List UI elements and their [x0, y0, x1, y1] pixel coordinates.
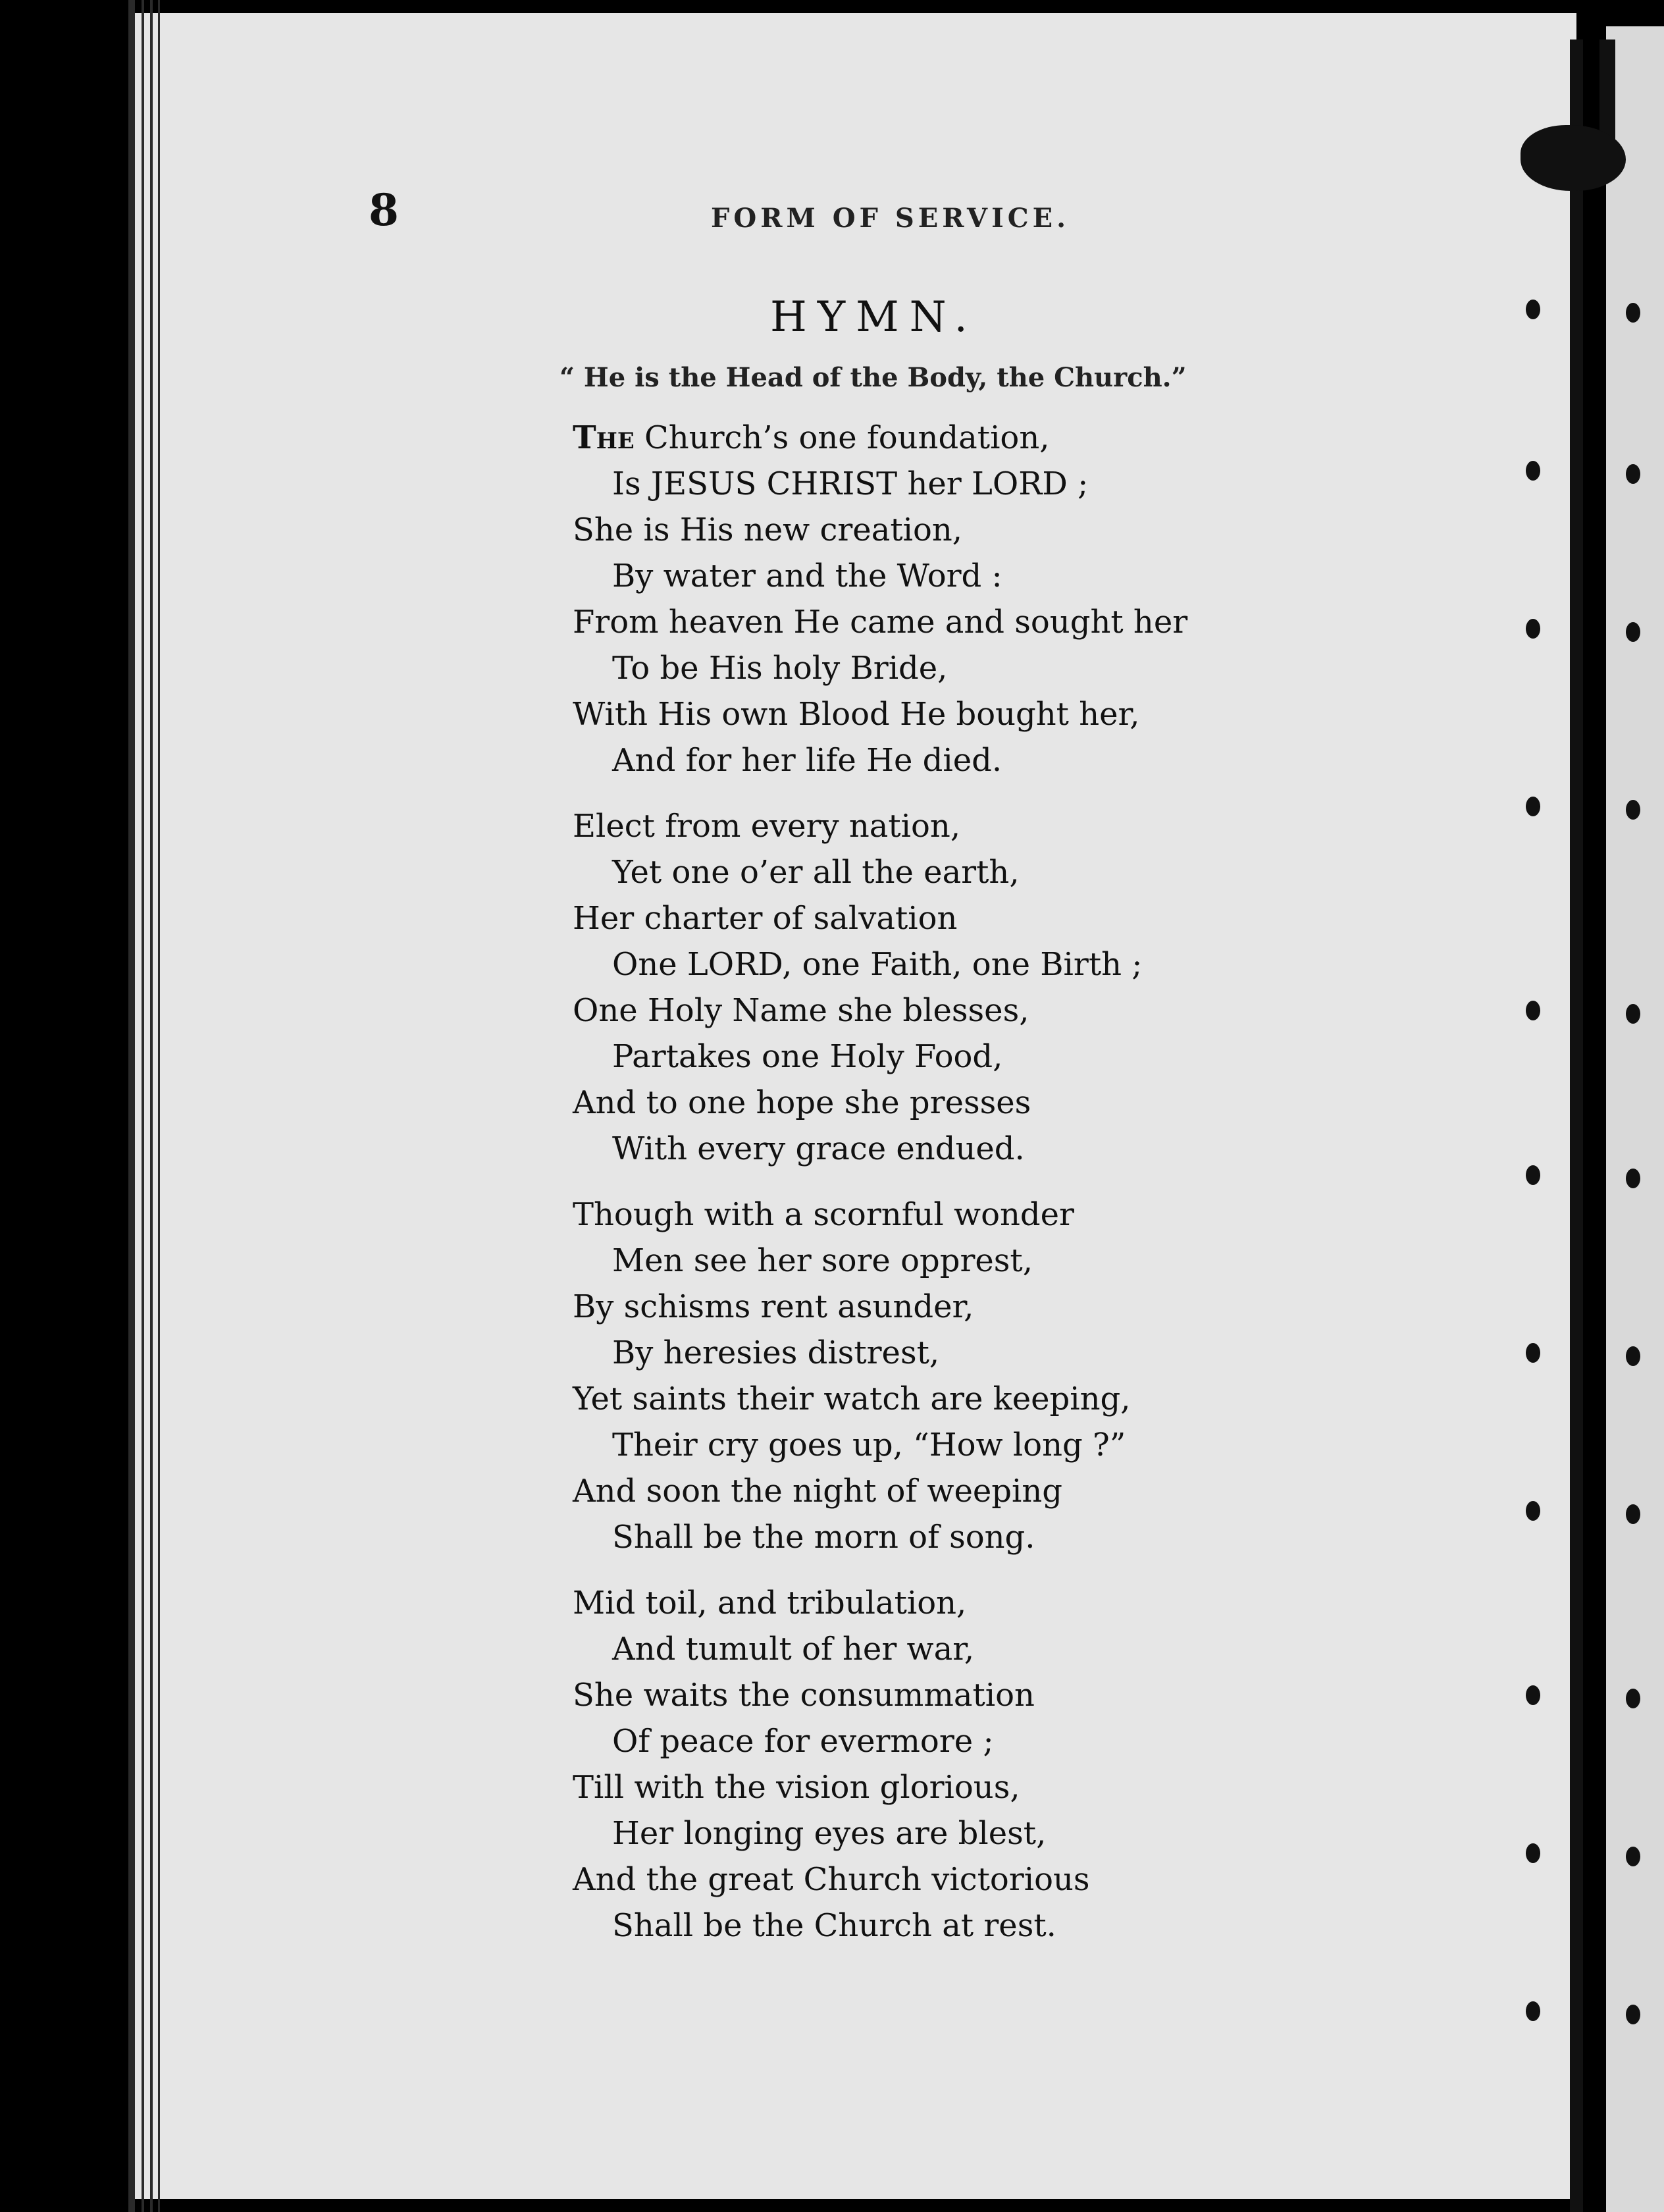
verse-line: One LORD, one Faith, one Birth ;: [612, 946, 1143, 983]
stitch-hole: [1526, 619, 1540, 639]
binding-line: [150, 0, 153, 2212]
stitch-hole: [1626, 1847, 1640, 1866]
verse-line: Though with a scornful wonder: [573, 1196, 1074, 1233]
stitch-hole: [1626, 800, 1640, 820]
stitch-hole: [1626, 1346, 1640, 1366]
stitch-hole: [1626, 2005, 1640, 2024]
verse-line: And for her life He died.: [612, 742, 1002, 779]
stitch-hole: [1626, 1004, 1640, 1024]
verse-line: Men see her sore opprest,: [612, 1242, 1033, 1279]
stitch-hole: [1526, 2001, 1540, 2021]
verse-line: Shall be the morn of song.: [612, 1519, 1035, 1556]
verse-line: Elect from every nation,: [573, 808, 961, 845]
verse-line: Her longing eyes are blest,: [612, 1815, 1047, 1852]
stitch-hole: [1526, 1001, 1540, 1020]
stitch-hole: [1626, 1169, 1640, 1188]
first-word: The: [573, 419, 635, 456]
verse-line: Mid toil, and tribulation,: [573, 1585, 967, 1621]
verse-line: To be His holy Bride,: [612, 650, 948, 687]
verse-line: Yet one o’er all the earth,: [612, 854, 1020, 891]
stanza-1: [573, 415, 1187, 783]
stitch-hole: [1626, 1504, 1640, 1524]
stanza-3: [573, 1192, 1130, 1560]
hymn-epigraph: “ He is the Head of the Body, the Church.”: [559, 362, 1187, 393]
verse-line: She is His new creation,: [573, 512, 963, 548]
running-head: FORM OF SERVICE.: [711, 203, 1070, 234]
verse-line: With every grace endued.: [612, 1130, 1025, 1167]
verse-line: The Church’s one foundation,: [573, 419, 1050, 456]
facing-page-edge: [1606, 26, 1664, 2212]
verse-line: And soon the night of weeping: [573, 1473, 1063, 1510]
stitch-hole: [1626, 464, 1640, 484]
verse-line: By water and the Word :: [612, 558, 1002, 594]
verse-line: From heaven He came and sought her: [573, 604, 1188, 641]
stitch-hole: [1526, 1685, 1540, 1705]
stanza-4: [573, 1580, 1090, 1949]
verse-line: She waits the consummation: [573, 1677, 1035, 1714]
verse-line: And to one hope she presses: [573, 1084, 1031, 1121]
stitch-hole: [1526, 1165, 1540, 1185]
binding-line: [158, 0, 160, 2212]
verse-line: And the great Church victorious: [573, 1861, 1090, 1898]
verse-line: Yet saints their watch are keeping,: [573, 1381, 1131, 1417]
verse-line: Their cry goes up, “How long ?”: [612, 1427, 1126, 1463]
verse-line: Of peace for evermore ;: [612, 1723, 994, 1760]
binding-line: [142, 0, 144, 2212]
verse-line: Her charter of salvation: [573, 900, 958, 937]
stitch-hole: [1626, 303, 1640, 323]
hymn-title: HYMN.: [770, 293, 978, 342]
stitch-hole: [1526, 461, 1540, 481]
stitch-hole: [1626, 1689, 1640, 1708]
verse-line: Partakes one Holy Food,: [612, 1038, 1003, 1075]
page-gutter: [1570, 40, 1583, 2212]
verse-line: Is JESUS CHRIST her LORD ;: [612, 465, 1089, 502]
stitch-hole: [1526, 797, 1540, 816]
stitch-hole: [1526, 1843, 1540, 1863]
verse-line: Shall be the Church at rest.: [612, 1907, 1056, 1944]
verse-line: By heresies distrest,: [612, 1334, 940, 1371]
verse-line: And tumult of her war,: [612, 1631, 975, 1668]
verse-line: By schisms rent asunder,: [573, 1288, 974, 1325]
stitch-hole: [1526, 300, 1540, 319]
verse-line: Till with the vision glorious,: [573, 1769, 1020, 1806]
page-number: 8: [369, 184, 399, 236]
stitch-hole: [1626, 622, 1640, 642]
stitch-hole: [1526, 1343, 1540, 1363]
verse-line: With His own Blood He bought her,: [573, 696, 1140, 733]
stanza-2: [573, 803, 1142, 1172]
ink-blot: [1521, 125, 1626, 191]
verse-line: One Holy Name she blesses,: [573, 992, 1029, 1029]
stitch-hole: [1526, 1501, 1540, 1521]
binding-line: [128, 0, 135, 2212]
